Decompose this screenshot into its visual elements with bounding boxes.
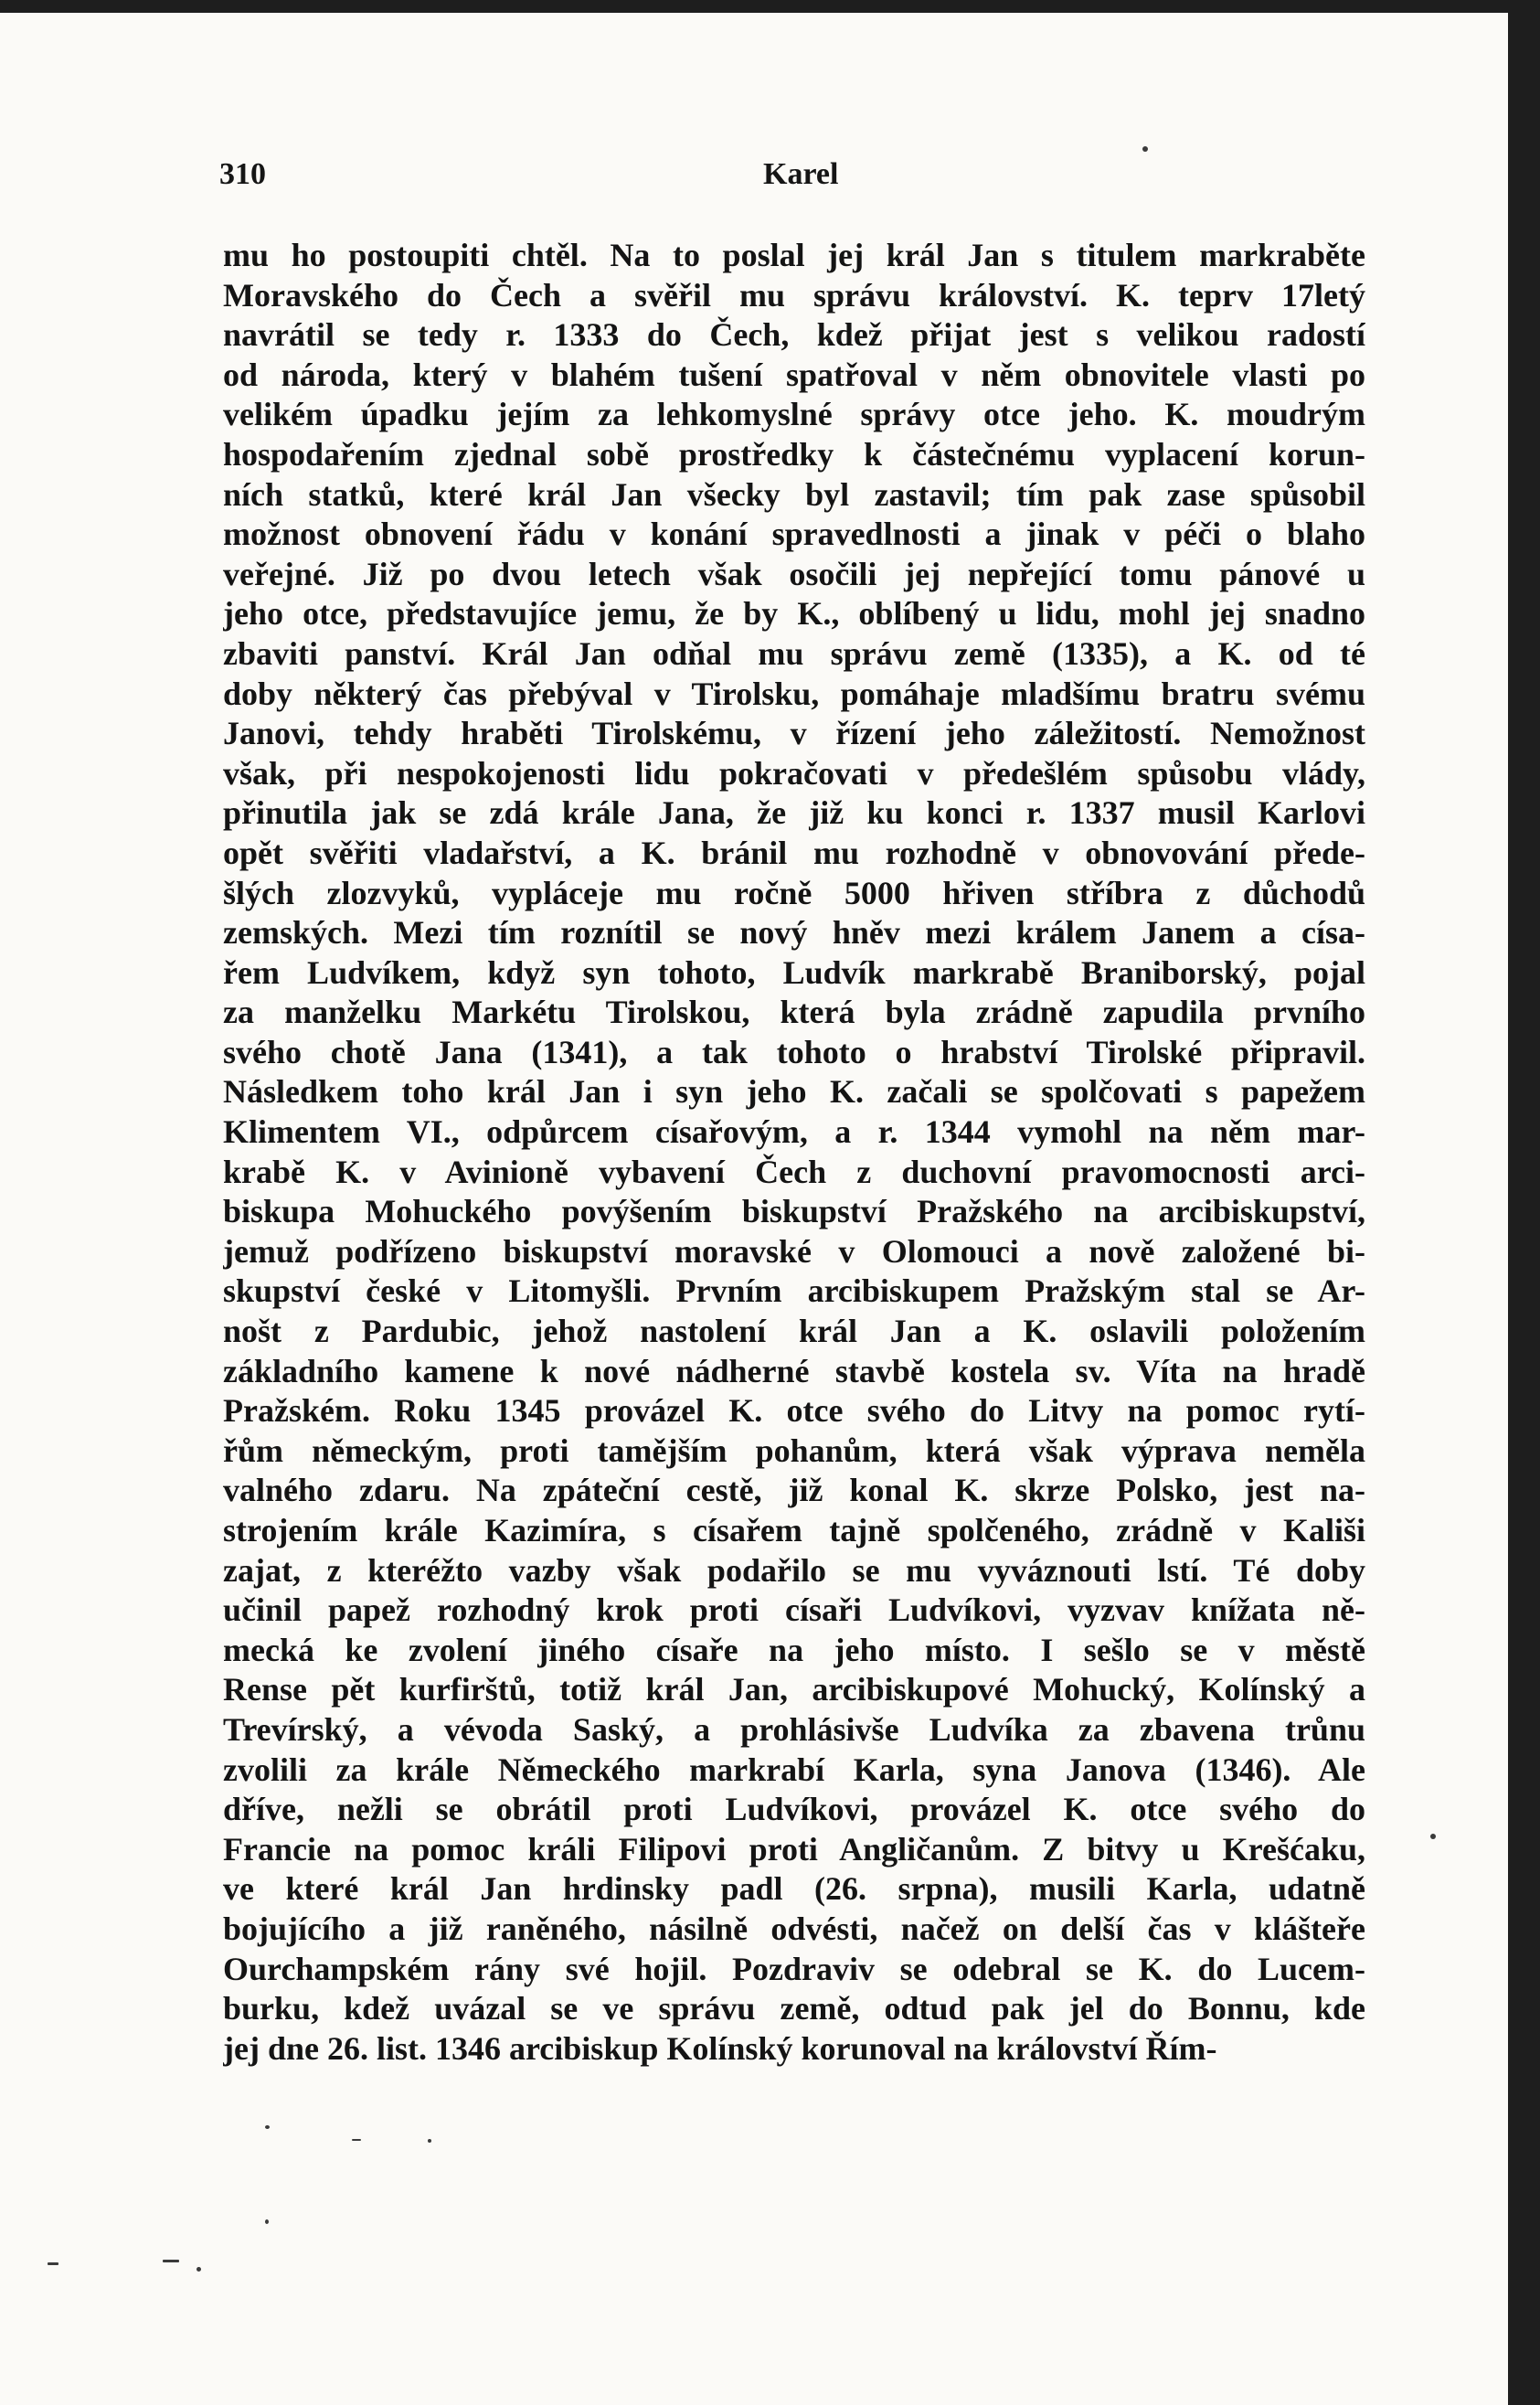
text-line: Rense pět kurfirštů, totiž král Jan, arcibiskupové Mohucký, Kolínský a (223, 1671, 1365, 1708)
body-text (223, 236, 1365, 2069)
text-line: Francie na pomoc králi Filipovi proti Angličanům. Z bitvy u Krešćaku, (223, 1830, 1365, 1868)
text-line: velikém úpadku jejím za lehkomyslné správy otce jeho. K. moudrým (223, 396, 1365, 433)
scan-speck (428, 2139, 431, 2143)
text-line: Moravského do Čech a svěřil mu správu království. K. teprv 17letý (223, 276, 1365, 314)
text-line: zbaviti panství. Král Jan odňal mu správu země (1335), a K. od té (223, 634, 1365, 672)
text-line: valného zdaru. Na zpáteční cestě, již konal K. skrze Polsko, jest na- (223, 1472, 1365, 1509)
text-line: řům německým, proti tamějším pohanům, která však výprava neměla (223, 1431, 1365, 1469)
text-line: jemuž podřízeno biskupství moravské v Olomouci a nově založené bi- (223, 1232, 1365, 1270)
text-line: strojením krále Kazimíra, s císařem tajně spolčeného, zrádně v Kališi (223, 1512, 1365, 1548)
text-line: základního kamene k nové nádherné stavbě kostela sv. Víta na hradě (223, 1352, 1365, 1389)
text-line: dříve, nežli se obrátil proti Ludvíkovi, provázel K. otce svého do (223, 1791, 1365, 1828)
scan-speck (163, 2260, 179, 2262)
scan-speck (196, 2267, 201, 2272)
text-line: jej dne 26. list. 1346 arcibiskup Kolínský korunoval na království Řím- (223, 2029, 1217, 2067)
text-line: hospodařením zjednal sobě prostředky k částečnému vyplacení korun- (223, 435, 1365, 473)
text-line: svého chotě Jana (1341), a tak tohoto o hrabství Tirolské připravil. (223, 1033, 1365, 1070)
text-line: biskupa Mohuckého povýšením biskupství Pražského na arcibiskupství, (223, 1193, 1365, 1230)
text-line: doby některý čas přebýval v Tirolsku, pomáhaje mladšímu bratru svému (223, 675, 1365, 712)
text-line: od národa, který v blahém tušení spatřoval v něm obnovitele vlasti po (223, 356, 1365, 393)
text-line: nošt z Pardubic, jehož nastolení král Jan a K. oslavili položením (223, 1313, 1365, 1350)
text-line: Janovi, tehdy hraběti Tirolskému, v řízení jeho záležitostí. Nemožnost (223, 715, 1365, 752)
text-line: navrátil se tedy r. 1333 do Čech, kdež přijat jest s velikou radostí (223, 316, 1365, 354)
text-line: zemských. Mezi tím roznítil se nový hněv mezi králem Janem a císa- (223, 914, 1365, 952)
text-line: za manželku Markétu Tirolskou, která byla zrádně zapudila prvního (223, 994, 1365, 1031)
text-line: řem Ludvíkem, když syn tohoto, Ludvík markrabě Braniborský, pojal (223, 953, 1365, 991)
text-line: opět svěřiti vladařství, a K. bránil mu rozhodně v obnovování přede- (223, 834, 1365, 871)
text-line: však, při nespokojenosti lidu pokračovati v předešlém spůsobu vlády, (223, 754, 1365, 792)
scan-speck (48, 2262, 58, 2265)
text-line: přinutila jak se zdá krále Jana, že již ku konci r. 1337 musil Karlovi (223, 794, 1365, 832)
scan-border-top (0, 0, 1540, 13)
scan-speck (265, 2125, 270, 2129)
text-line: možnost obnovení řádu v konání spravedlnosti a jinak v péči o blaho (223, 516, 1365, 553)
text-line: ve které král Jan hrdinsky padl (26. srpna), musili Karla, udatně (223, 1870, 1365, 1908)
text-line: mu ho postoupiti chtěl. Na to poslal jej král Jan s titulem markraběte (223, 237, 1365, 273)
text-line: učinil papež rozhodný krok proti císaři Ludvíkovi, vyzvav knížata ně- (223, 1591, 1365, 1629)
text-line: Klimentem VI., odpůrcem císařovým, a r. 1344 vymohl na něm mar- (223, 1113, 1365, 1151)
text-line: Pražském. Roku 1345 provázel K. otce svého do Litvy na pomoc rytí- (223, 1392, 1365, 1430)
text-line: ních statků, které král Jan všecky byl zastavil; tím pak zase spůsobil (223, 475, 1365, 513)
scan-speck (1142, 146, 1148, 152)
scan-speck (265, 2219, 269, 2224)
scan-speck (352, 2139, 361, 2141)
text-line: Následkem toho král Jan i syn jeho K. začali se spolčovati s papežem (223, 1073, 1365, 1111)
text-line: mecká ke zvolení jiného císaře na jeho místo. I sešlo se v městě (223, 1631, 1365, 1668)
text-line: bojujícího a již raněného, násilně odvésti, načež on delší čas v klášteře (223, 1910, 1365, 1947)
scan-speck (1430, 1834, 1436, 1839)
text-line: zajat, z kteréžto vazby však podařilo se mu vyváznouti lstí. Té doby (223, 1551, 1365, 1589)
text-line: burku, kdež uvázal se ve správu země, odtud pak jel do Bonnu, kde (223, 1990, 1365, 2027)
running-head: Karel (763, 157, 839, 191)
page-number: 310 (219, 157, 266, 191)
text-line: krabě K. v Avinioně vybavení Čech z duchovní pravomocnosti arci- (223, 1153, 1365, 1190)
text-line: šlých zlozvyků, vypláceje mu ročně 5000 hřiven stříbra z důchodů (223, 874, 1365, 911)
text-line: veřejné. Již po dvou letech však osočili jej nepřející tomu pánové u (223, 555, 1365, 592)
scan-border-right (1508, 0, 1540, 2405)
text-line: jeho otce, představujíce jemu, že by K., oblíbený u lidu, mohl jej snadno (223, 595, 1365, 633)
text-line: zvolili za krále Německého markrabí Karla, syna Janova (1346). Ale (223, 1751, 1365, 1788)
text-line: Trevírský, a vévoda Saský, a prohlásivše Ludvíka za zbavena trůnu (223, 1710, 1365, 1748)
text-line: skupství české v Litomyšli. Prvním arcibiskupem Pražským stal se Ar- (223, 1272, 1365, 1310)
page-header (219, 157, 1362, 203)
text-line: Ourchampském rány své hojil. Pozdraviv se odebral se K. do Lucem- (223, 1950, 1365, 1987)
